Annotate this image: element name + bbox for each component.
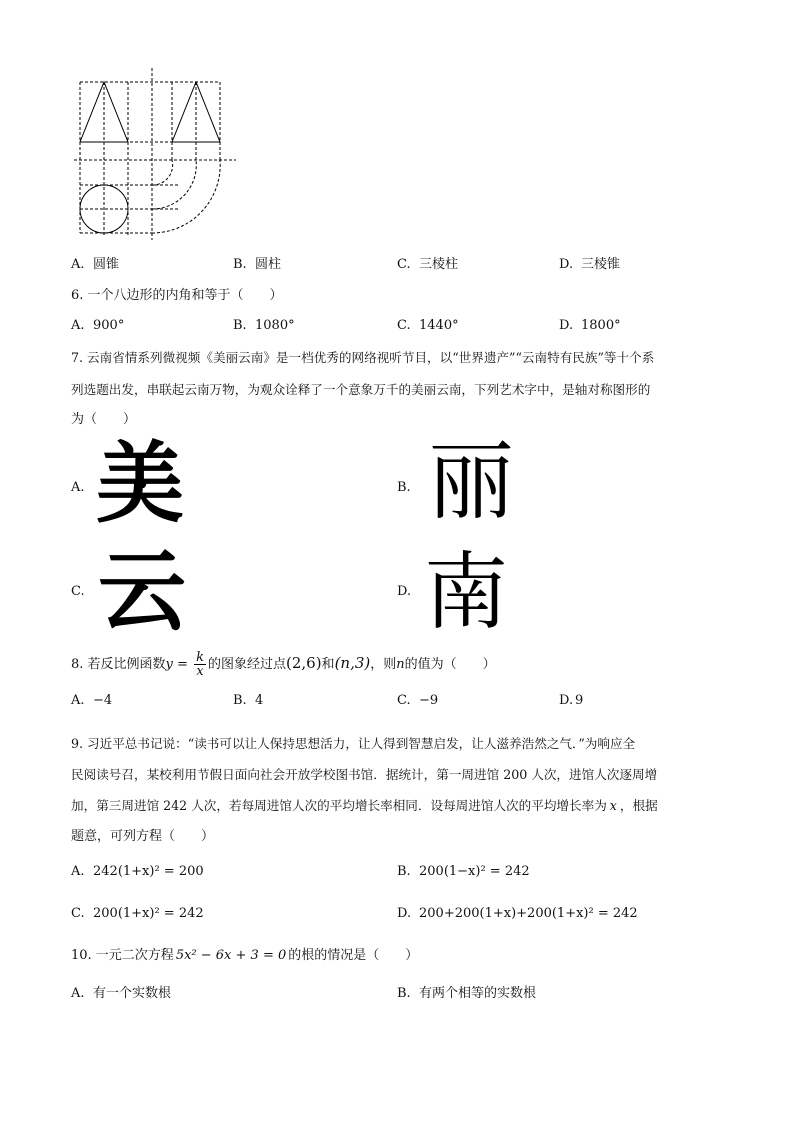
q7-option-b-artchar[interactable]: 丽 [428,432,514,532]
q8-option-b[interactable]: B. 4 [233,693,264,708]
q6-option-d[interactable]: D. 1800° [559,318,621,333]
q5-option-c[interactable]: C. 三棱柱 [397,257,459,272]
three-view-figure [68,66,243,242]
q6-option-a[interactable]: A. 900° [71,318,125,333]
q10-option-b[interactable]: B. 有两个相等的实数根 [397,986,537,1001]
q6-stem: 6. 一个八边形的内角和等于（ ） [71,288,283,303]
q10-option-a[interactable]: A. 有一个实数根 [71,986,172,1001]
q7-option-b-label: B. [397,480,411,495]
q7-option-d-artchar[interactable]: 南 [424,543,509,641]
q9-stem-line-2: 民阅读号召，某校利用节假日面向社会开放学校图书馆．据统计，第一周进馆 200 人次，进馆人次逐周增 [71,767,658,782]
q10-stem: 10. 一元二次方程 5x² − 6x + 3 = 0 的根的情况是（ ） [71,948,419,963]
q9-option-b[interactable]: B. 200(1−x)² = 242 [397,864,530,879]
q7-stem-line-1: 7. 云南省情系列微视频《美丽云南》是一档优秀的网络视听节目，以“世界遗产”“云南特有民族”等十个系 [71,350,655,365]
q5-option-a[interactable]: A. 圆锥 [71,257,120,272]
q7-option-c-artchar[interactable]: 云 [98,540,187,643]
q7-option-c-label: C. [71,584,85,599]
q8-option-a[interactable]: A. −4 [71,693,113,708]
q8-stem: 8. 若反比例函数y = $\frac{k}{x}$ 的图象经过点(2,6)和(n,3)，则n的值为（ ） [71,650,496,679]
q9-stem-line-4: 题意，可列方程（ ） [71,829,215,844]
q7-option-d-label: D. [397,584,412,599]
q7-option-a-artchar[interactable]: 美 [96,432,185,535]
fraction-k-over-x: $\frac{k}{x}$ [196,650,204,679]
q7-option-a-label: A. [71,480,85,495]
q6-option-b[interactable]: B. 1080° [233,318,295,333]
q8-option-c[interactable]: C. −9 [397,693,439,708]
q7-stem-line-3: 为（ ） [71,412,137,427]
q9-option-c[interactable]: C. 200(1+x)² = 242 [71,906,204,921]
q8-option-d[interactable]: D. 9 [559,693,584,708]
q9-option-d[interactable]: D. 200+200(1+x)+200(1+x)² = 242 [397,906,638,921]
q7-stem-line-2: 列选题出发，串联起云南万物，为观众诠释了一个意象万千的美丽云南，下列艺术字中，是轴对称图形的 [71,382,651,397]
q9-stem-line-3: 加，第三周进馆 242 人次，若每周进馆人次的平均增长率相同．设每周进馆人次的平均增长率为 x ，根据 [71,798,658,813]
q5-option-d[interactable]: D. 三棱锥 [559,257,621,272]
q9-stem-line-1: 9. 习近平总书记说：“读书可以让人保持思想活力，让人得到智慧启发，让人滋养浩然之气．”为响应全 [71,736,636,751]
q6-option-c[interactable]: C. 1440° [397,318,459,333]
q5-option-b[interactable]: B. 圆柱 [233,257,282,272]
q9-option-a[interactable]: A. 242(1+x)² = 200 [71,864,204,879]
